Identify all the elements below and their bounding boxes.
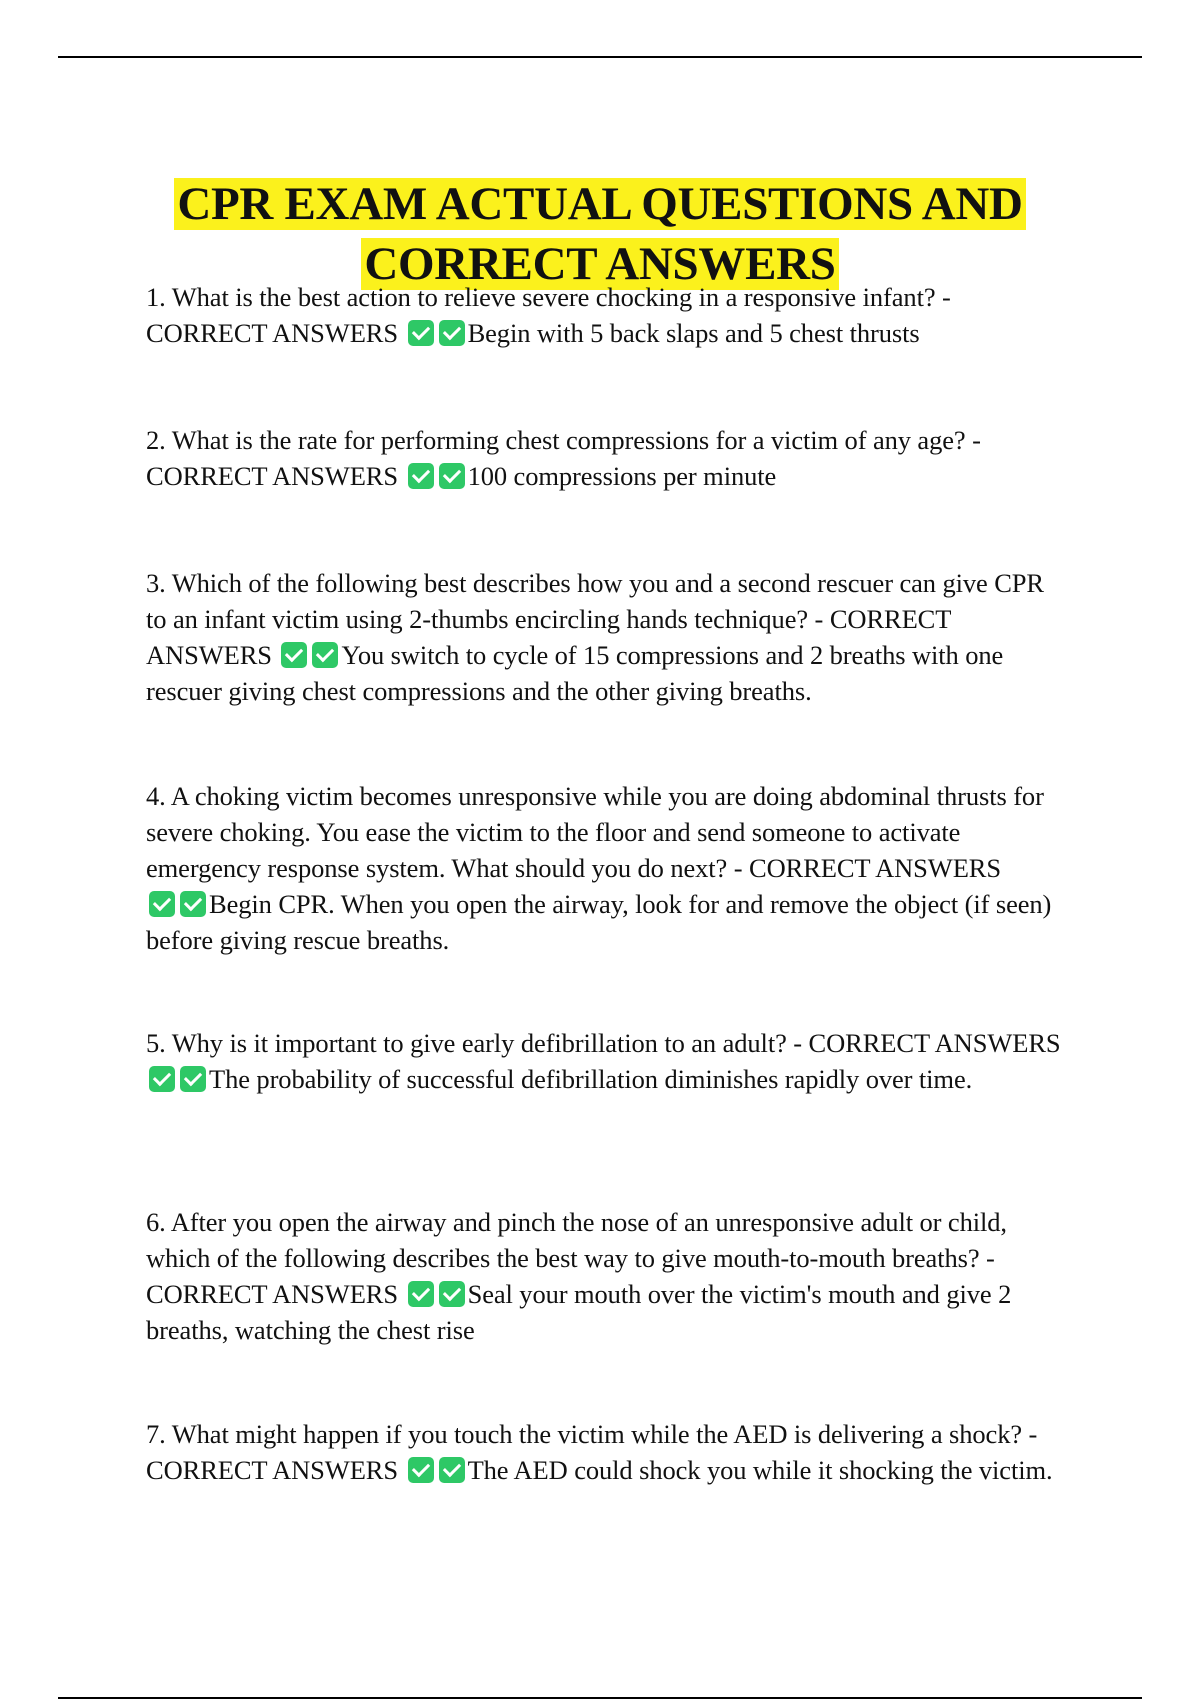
question-text: 1. What is the best action to relieve severe chocking in a responsive infant? -	[146, 282, 951, 312]
answer-text: The probability of successful defibrillation diminishes rapidly over time.	[209, 1064, 973, 1094]
answer-text: Seal your mouth over the victim's mouth and give 2 breaths, watching the chest rise	[146, 1279, 1012, 1345]
check-icon	[439, 1281, 465, 1307]
qa-item-4	[146, 778, 1066, 958]
header-rule	[58, 56, 1142, 58]
check-icon	[408, 1281, 434, 1307]
check-icon	[281, 642, 307, 668]
footer-rule	[58, 1697, 1142, 1699]
question-text: 5. Why is it important to give early defibrillation to an adult? -	[146, 1028, 802, 1058]
qa-item-3	[146, 565, 1066, 709]
check-icon	[312, 642, 338, 668]
answer-text: The AED could shock you while it shocking the victim.	[467, 1455, 1053, 1485]
check-icon	[408, 1457, 434, 1483]
qa-item-7	[146, 1416, 1066, 1488]
check-icon	[149, 891, 175, 917]
title-line-1: CPR EXAM ACTUAL QUESTIONS AND	[174, 178, 1025, 230]
check-icon	[180, 891, 206, 917]
question-text: 3. Which of the following best describes how you and a second rescuer can give CPR to an infant victim using 2-thumbs encircling hands technique? -	[146, 568, 1044, 634]
answer-text: Begin CPR. When you open the airway, look for and remove the object (if seen) before giving rescue breaths.	[146, 889, 1052, 955]
qa-item-1	[146, 279, 1066, 351]
check-icon	[439, 1457, 465, 1483]
check-icon	[408, 320, 434, 346]
answer-label: CORRECT ANSWERS	[146, 1455, 399, 1485]
answer-text: You switch to cycle of 15 compressions and 2 breaths with one rescuer giving chest compressions and the other giving breaths.	[146, 640, 1004, 706]
qa-item-5	[146, 1025, 1066, 1097]
answer-label: CORRECT ANSWERS	[146, 604, 951, 670]
answer-label: CORRECT ANSWERS	[146, 318, 399, 348]
check-icon	[408, 463, 434, 489]
question-text: 4. A choking victim becomes unresponsive while you are doing abdominal thrusts for severe choking. You ease the victim to the floor and send someone to activate emergency response system. What should you do next? -	[146, 781, 1044, 883]
answer-text: 100 compressions per minute	[467, 461, 777, 491]
check-icon	[149, 1066, 175, 1092]
answer-label: CORRECT ANSWERS	[146, 461, 399, 491]
question-text: 6. After you open the airway and pinch the nose of an unresponsive adult or child, which of the following describes the best way to give mouth-to-mouth breaths? -	[146, 1207, 1007, 1273]
title-line-2: CORRECT ANSWERS	[361, 238, 838, 290]
answer-label: CORRECT ANSWERS	[146, 1279, 399, 1309]
qa-item-2	[146, 422, 1066, 494]
answer-label: CORRECT ANSWERS	[749, 853, 1002, 883]
check-icon	[439, 320, 465, 346]
check-icon	[180, 1066, 206, 1092]
document-title	[0, 174, 1200, 294]
qa-item-6	[146, 1204, 1066, 1348]
answer-label: CORRECT ANSWERS	[808, 1028, 1061, 1058]
answer-text: Begin with 5 back slaps and 5 chest thrusts	[467, 318, 920, 348]
question-text: 2. What is the rate for performing chest compressions for a victim of any age? -	[146, 425, 981, 455]
question-text: 7. What might happen if you touch the victim while the AED is delivering a shock? -	[146, 1419, 1038, 1449]
check-icon	[439, 463, 465, 489]
